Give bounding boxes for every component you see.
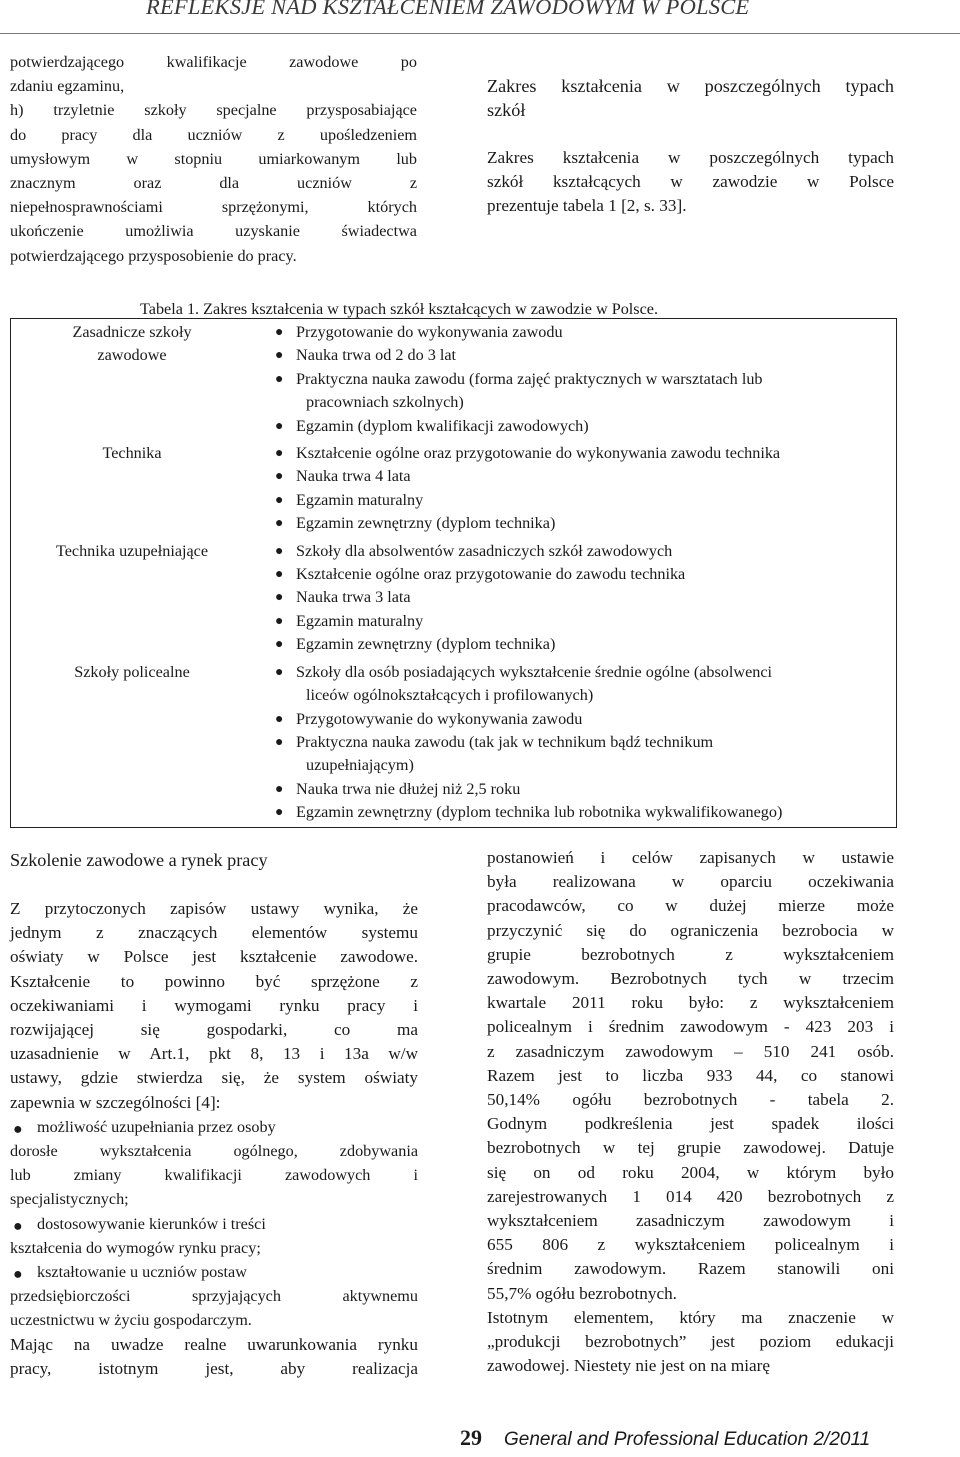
list-item <box>253 489 896 512</box>
page-number: 29 <box>460 1425 482 1450</box>
item-text: Kształcenie ogólne oraz przygotowanie do zawodu technika <box>296 565 686 584</box>
text-line: oświaty w Polsce jest kształcenie zawodowe. <box>10 947 418 967</box>
item-text: Egzamin maturalny <box>296 490 424 509</box>
bottom-right-paragraph <box>487 846 894 1378</box>
bullet-icon: ● <box>275 492 284 508</box>
bullet-icon: ● <box>13 1120 23 1138</box>
text-line: była realizowana w oparciu oczekiwania <box>487 872 894 892</box>
header-rule <box>0 33 960 34</box>
school-type-cell <box>11 319 254 441</box>
bullet-icon: ● <box>275 734 284 750</box>
text-line: 50,14% ogółu bezrobotnych - tabela 2. <box>487 1090 894 1110</box>
bullet-line: lub zmiany kwalifikacji zawodowych i <box>10 1166 418 1185</box>
text-line: uzasadnienie w Art.1, pkt 8, 13 i 13a w/w <box>10 1044 418 1064</box>
text-line: wykształceniem zasadniczym zawodowym i <box>487 1211 894 1231</box>
scope-cell <box>253 440 897 538</box>
scope-cell <box>253 659 897 827</box>
text-line: umysłowym w stopniu umiarkowanym lub <box>10 149 417 168</box>
item-text: Przygotowanie do wykonywania zawodu <box>296 323 563 341</box>
bullet-icon: ● <box>275 781 284 797</box>
bullet-icon: ● <box>275 516 284 532</box>
school-type-label: Zasadnicze szkoły <box>72 323 192 341</box>
text-line: Razem jest to liczba 933 44, co stanowi <box>487 1065 894 1085</box>
table-row <box>11 319 897 441</box>
item-text: Egzamin maturalny <box>296 611 424 630</box>
table-row <box>11 440 897 538</box>
text-line: potwierdzającego przysposobienie do pracy. <box>10 246 297 265</box>
list-item <box>253 563 896 586</box>
item-text: Praktyczna nauka zawodu (forma zajęć praktycznych w warsztatach lub <box>296 369 763 388</box>
list-item <box>253 731 896 778</box>
bullet-icon: ● <box>275 348 284 364</box>
bullet-icon: ● <box>275 805 284 821</box>
bullet-line: kształcenia do wymogów rynku pracy; <box>10 1238 261 1257</box>
text-line: potwierdzającego kwalifikacje zawodowe po <box>10 53 417 71</box>
bullet-icon: ● <box>275 711 284 727</box>
item-text-continuation: liceów ogólnokształcących i profilowanych) <box>306 686 594 705</box>
text-line: prezentuje tabela 1 [2, s. 33]. <box>487 196 687 216</box>
bullet-item <box>10 1115 418 1212</box>
bullet-icon: ● <box>275 446 284 462</box>
text-line: znacznym oraz dla uczniów z <box>10 174 417 193</box>
text-line: Kształcenie to powinno być sprzężone z <box>10 971 418 991</box>
school-type-label: Szkoły policealne <box>74 662 190 681</box>
text-line: zawodowym. Bezrobotnych tych w trzecim <box>487 969 894 989</box>
heading-line: szkół <box>487 100 526 120</box>
text-line: grupie bezrobotnych z wykształceniem <box>487 944 894 964</box>
bullet-icon: ● <box>275 613 284 629</box>
item-text: Kształcenie ogólne oraz przygotowanie do wykonywania zawodu technika <box>296 444 781 463</box>
list-item <box>253 540 896 563</box>
item-text: Szkoły dla osób posiadających wykształcenie średnie ogólne (absolwenci <box>296 662 773 681</box>
bullet-icon: ● <box>275 325 284 340</box>
list-item <box>253 633 896 656</box>
bullet-icon: ● <box>275 590 284 606</box>
school-type-label: Technika <box>102 444 162 463</box>
text-line: oczekiwaniami i wymogami rynku pracy i <box>10 995 418 1015</box>
text-line: zarejestrowanych 1 014 420 bezrobotnych z <box>487 1186 894 1206</box>
section-heading-szkolenie: Szkolenie zawodowe a rynek pracy <box>10 850 268 870</box>
text-line: jednym z znaczących elementów systemu <box>10 923 418 943</box>
list-item <box>253 465 896 488</box>
text-line: pracodawców, co w dużej mierze może <box>487 896 894 916</box>
text-line: ukończenie umożliwia uzyskanie świadectwa <box>10 222 417 241</box>
bullet-line: specjalistycznych; <box>10 1190 129 1209</box>
text-line: zdaniu egzaminu, <box>10 77 125 96</box>
bullet-item <box>10 1212 418 1260</box>
text-line: h) trzyletnie szkoły specjalne przysposabiające <box>10 101 417 120</box>
bullet-icon: ● <box>275 637 284 653</box>
list-item <box>253 344 896 367</box>
school-type-cell <box>11 659 254 827</box>
item-text-continuation: uzupełniającym) <box>306 756 414 775</box>
text-line: kwartale 2011 roku było: z wykształceniem <box>487 993 894 1013</box>
text-line: rozwijającej się gospodarki, co ma <box>10 1020 418 1040</box>
school-type-label: Technika uzupełniające <box>55 541 209 560</box>
table-caption: Tabela 1. Zakres kształcenia w typach szkół kształcących w zawodzie w Polsce. <box>140 300 658 318</box>
table-row <box>11 659 897 827</box>
list-item <box>253 512 896 535</box>
bullet-item <box>10 1260 418 1333</box>
bullet-icon: ● <box>13 1217 23 1235</box>
text-line: 655 806 z wykształceniem policealnym i <box>487 1235 894 1255</box>
list-item <box>253 368 896 415</box>
text-line: się on od roku 2004, w którym było <box>487 1162 894 1182</box>
bullet-line: ● możliwość uzupełniania przez osoby <box>10 1115 418 1139</box>
heading-line: Zakres kształcenia w poszczególnych typach <box>487 76 894 96</box>
item-text: Egzamin zewnętrzny (dyplom technika) <box>296 514 556 533</box>
text-line: bezrobotnych w tej grupie zawodowej. Datuje <box>487 1138 894 1158</box>
text-line: szkół kształcących w zawodzie w Polsce <box>487 172 894 192</box>
item-text-continuation: pracowniach szkolnych) <box>306 393 464 412</box>
text-line: policealnym i średnim zawodowym - 423 203 i <box>487 1017 894 1037</box>
text-line: zawodowej. Niestety nie jest on na miarę <box>487 1356 771 1376</box>
journal-name: General and Professional Education 2/2011 <box>504 1429 871 1450</box>
text-line: średnim zawodowym. Razem stanowili oni <box>487 1259 894 1279</box>
text-line: „produkcji bezrobotnych” jest poziom edukacji <box>487 1332 894 1352</box>
bullet-icon: ● <box>13 1266 23 1284</box>
text-line: pracy, istotnym jest, aby realizacja <box>10 1358 418 1378</box>
text-line: Zakres kształcenia w poszczególnych typach <box>487 148 894 167</box>
closing-paragraph <box>10 1333 418 1381</box>
bullet-icon: ● <box>275 371 284 387</box>
item-text: Praktyczna nauka zawodu (tak jak w technikum bądź technikum <box>296 732 714 751</box>
bullet-icon: ● <box>275 418 284 434</box>
list-item <box>253 778 896 801</box>
bullet-line: ● kształtowanie u uczniów postaw <box>10 1260 418 1284</box>
bullet-list <box>10 1115 418 1333</box>
text-line: zapewnia w szczególności [4]: <box>10 1092 221 1112</box>
text-line: Istotnym elementem, który ma znaczenie w <box>487 1307 894 1327</box>
item-text: Egzamin (dyplom kwalifikacji zawodowych) <box>296 416 589 435</box>
list-item <box>253 708 896 731</box>
list-item <box>253 610 896 633</box>
text-line: Z przytoczonych zapisów ustawy wynika, że <box>10 899 418 918</box>
item-text: Egzamin zewnętrzny (dyplom technika) <box>296 635 556 654</box>
text-line: postanowień i celów zapisanych w ustawie <box>487 848 894 867</box>
item-text: Nauka trwa nie dłużej niż 2,5 roku <box>296 779 521 798</box>
section-heading-zakres <box>487 74 894 122</box>
list-item <box>253 415 896 438</box>
bullet-icon: ● <box>275 664 284 680</box>
item-text: Szkoły dla absolwentów zasadniczych szkół zawodowych <box>296 541 673 560</box>
section-paragraph-szkolenie <box>10 897 418 1115</box>
bullet-line: ● dostosowywanie kierunków i treści <box>10 1212 418 1236</box>
list-item <box>253 321 896 344</box>
item-text: Nauka trwa 3 lata <box>296 588 411 607</box>
bullet-icon: ● <box>275 469 284 485</box>
school-type-cell <box>11 440 254 538</box>
text-line: przyczynić się do ograniczenia bezrobocia w <box>487 920 894 940</box>
text-line: z zasadniczym zawodowym – 510 241 osób. <box>487 1041 894 1061</box>
bullet-icon: ● <box>275 543 284 559</box>
bullet-line: dorosłe wykształcenia ogólnego, zdobywania <box>10 1142 418 1161</box>
school-types-table <box>10 318 897 828</box>
text-line: 55,7% ogółu bezrobotnych. <box>487 1283 677 1303</box>
section-paragraph-zakres <box>487 146 894 219</box>
text-line: Mając na uwadze realne uwarunkowania rynku <box>10 1334 418 1354</box>
list-item <box>253 801 896 824</box>
scope-cell <box>253 319 897 441</box>
school-type-cell <box>11 538 254 659</box>
list-item <box>253 442 896 465</box>
list-item <box>253 661 896 708</box>
bullet-icon: ● <box>275 567 284 583</box>
page-footer <box>460 1425 870 1451</box>
item-text: Nauka trwa 4 lata <box>296 467 411 486</box>
text-line: Godnym podkreślenia jest spadek ilości <box>487 1114 894 1134</box>
school-type-label: zawodowe <box>97 346 167 365</box>
item-text: Nauka trwa od 2 do 3 lat <box>296 346 457 365</box>
table-row <box>11 538 897 659</box>
list-item <box>253 586 896 609</box>
bullet-line: przedsiębiorczości sprzyjających aktywnemu <box>10 1287 418 1306</box>
text-line: do pracy dla uczniów z upośledzeniem <box>10 125 417 144</box>
text-line: niepełnosprawnościami sprzężonymi, których <box>10 198 417 217</box>
bottom-left-section <box>10 848 418 1381</box>
bullet-line: uczestnictwu w życiu gospodarczym. <box>10 1311 252 1330</box>
scope-cell <box>253 538 897 659</box>
item-text: Egzamin zewnętrzny (dyplom technika lub robotnika wykwalifikowanego) <box>296 803 783 822</box>
top-left-paragraph <box>10 50 417 268</box>
item-text: Przygotowywanie do wykonywania zawodu <box>296 709 583 728</box>
running-header: REFLEKSJE NAD KSZTAŁCENIEM ZAWODOWYM W POLSCE <box>146 0 750 19</box>
text-line: ustawy, gdzie stwierdza się, że system oświaty <box>10 1068 418 1088</box>
top-right-section <box>487 74 894 219</box>
